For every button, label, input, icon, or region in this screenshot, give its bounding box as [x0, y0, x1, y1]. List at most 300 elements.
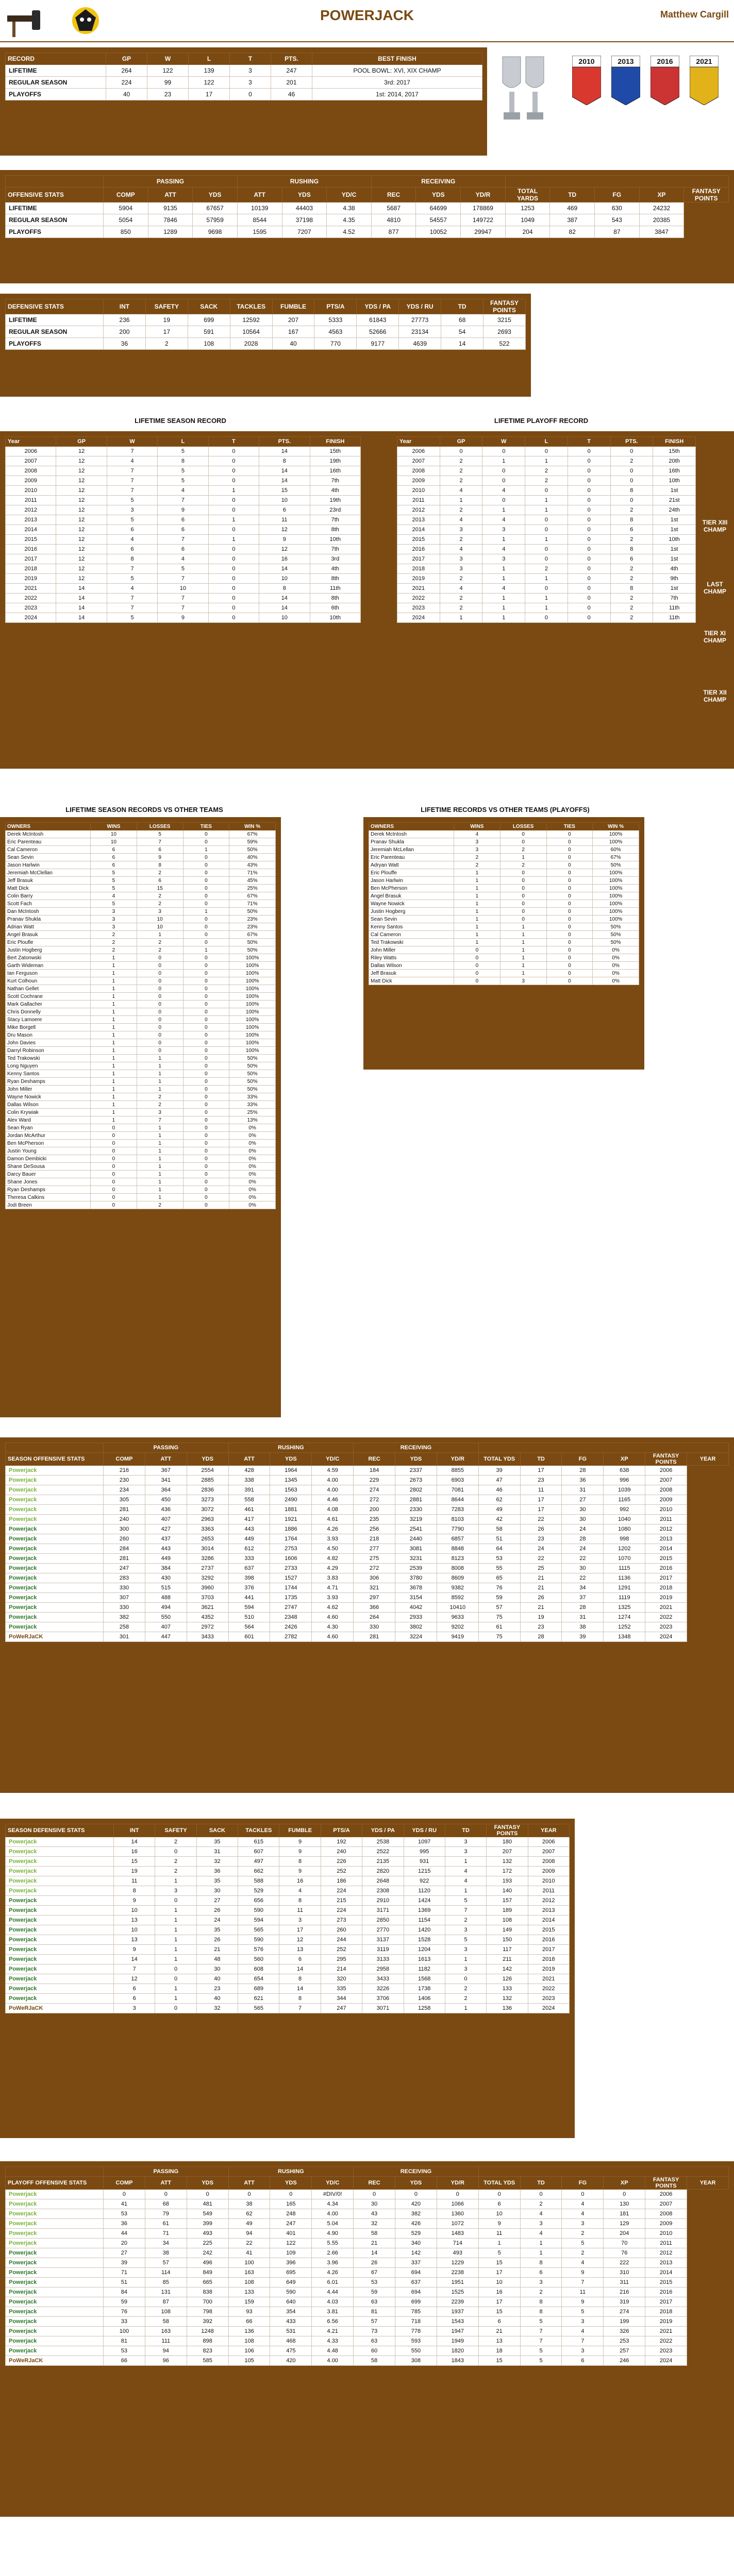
- table-cell: 15: [114, 1857, 155, 1867]
- row-label: Adrian Watt: [6, 923, 91, 931]
- table-cell: 61: [145, 2219, 187, 2229]
- table-cell: 4.52: [327, 226, 372, 238]
- table-cell: 12592: [230, 314, 272, 326]
- table-cell: 236: [104, 314, 146, 326]
- table-cell: 4.29: [312, 1564, 354, 1573]
- championship-banner: [572, 56, 601, 105]
- table-cell: 2733: [270, 1564, 312, 1573]
- table-cell: 7: [158, 594, 208, 603]
- table-row: [6, 900, 276, 908]
- table-cell: 12: [279, 1935, 321, 1945]
- table-cell: 510: [228, 1613, 270, 1622]
- table-cell: 2010: [645, 1505, 687, 1515]
- table-cell: 2: [145, 338, 188, 350]
- table-row: [6, 594, 361, 603]
- table-row: [6, 2297, 729, 2307]
- table-cell: 497: [238, 1857, 279, 1867]
- table-cell: 354: [270, 2307, 312, 2317]
- table-cell: 0: [208, 603, 259, 613]
- table-cell: 4th: [310, 486, 360, 496]
- table-cell: 126: [487, 1974, 528, 1984]
- table-row: [6, 985, 276, 993]
- table-row: [6, 2346, 729, 2356]
- table-cell: 1348: [604, 1632, 645, 1642]
- row-label: 2021: [6, 584, 56, 594]
- row-label: LIFETIME: [6, 314, 104, 326]
- row-label: Theresa Calkins: [6, 1194, 91, 1201]
- table-cell: 204: [604, 2229, 645, 2239]
- table-cell: 3: [91, 923, 137, 931]
- row-label: Powerjack: [6, 2190, 104, 2199]
- table-cell: 8008: [437, 1564, 478, 1573]
- table-cell: 1: [91, 1078, 137, 1086]
- table-cell: 24: [562, 1524, 604, 1534]
- table-row: [6, 1876, 570, 1886]
- table-cell: 3286: [187, 1554, 228, 1564]
- table-cell: 12: [259, 525, 310, 535]
- table-cell: 2910: [362, 1896, 404, 1906]
- table-cell: 100%: [229, 977, 276, 985]
- table-cell: 39: [478, 1466, 520, 1476]
- table-row: [6, 515, 361, 525]
- table-cell: 0: [91, 1132, 137, 1140]
- table-cell: 53: [104, 2346, 145, 2356]
- table-cell: 3847: [639, 226, 684, 238]
- table-cell: 3780: [395, 1573, 437, 1583]
- row-label: LIFETIME: [6, 202, 104, 214]
- table-cell: 1154: [404, 1916, 445, 1925]
- table-cell: 591: [188, 326, 230, 338]
- table-cell: 922: [404, 1876, 445, 1886]
- table-cell: 311: [604, 2278, 645, 2287]
- table-row: [6, 2356, 729, 2366]
- vs-playoffs-box: [363, 817, 644, 1070]
- table-cell: 0: [546, 838, 593, 846]
- row-label: Jordan McArthur: [6, 1132, 91, 1140]
- table-cell: 256: [354, 1524, 395, 1534]
- table-cell: 0: [454, 970, 501, 977]
- table-row: [6, 846, 276, 854]
- table-cell: 0: [183, 1171, 229, 1178]
- table-row: [6, 1925, 570, 1935]
- table-cell: 224: [106, 77, 147, 89]
- table-cell: 199: [604, 2317, 645, 2327]
- table-cell: 81: [104, 2336, 145, 2346]
- table-cell: 1738: [404, 1984, 445, 1994]
- table-cell: 1: [91, 962, 137, 970]
- table-cell: 1165: [604, 1495, 645, 1505]
- table-row: [6, 603, 361, 613]
- table-cell: 8644: [437, 1495, 478, 1505]
- table-cell: 2: [155, 1857, 196, 1867]
- table-cell: 84: [104, 2287, 145, 2297]
- table-cell: 5: [478, 2248, 520, 2258]
- column-header: L: [189, 53, 230, 65]
- table-cell: 4.61: [312, 1515, 354, 1524]
- table-cell: 42: [478, 1515, 520, 1524]
- offense-summary-section: [0, 170, 734, 283]
- table-cell: 9698: [193, 226, 238, 238]
- table-cell: 242: [187, 2248, 228, 2258]
- group-header: PASSING: [104, 2167, 229, 2177]
- table-cell: 0: [104, 2190, 145, 2199]
- table-cell: 32: [196, 2004, 238, 2013]
- row-label: Powerjack: [6, 1916, 114, 1925]
- table-cell: 67%: [593, 854, 639, 861]
- table-cell: 40: [272, 338, 314, 350]
- column-header: W: [482, 437, 525, 447]
- table-cell: 0: [183, 977, 229, 985]
- column-header: TACKLES: [238, 1824, 279, 1837]
- table-cell: 0%: [229, 1178, 276, 1186]
- row-label: Powerjack: [6, 2346, 104, 2356]
- table-cell: 2753: [270, 1544, 312, 1554]
- table-cell: 1: [91, 1116, 137, 1124]
- table-cell: 26: [520, 1524, 562, 1534]
- playoff-record-table: [397, 436, 696, 623]
- table-cell: 8: [107, 554, 157, 564]
- table-cell: 1: [500, 854, 546, 861]
- table-cell: 281: [104, 1505, 145, 1515]
- table-cell: 4.26: [312, 2268, 354, 2278]
- table-cell: 2: [440, 505, 482, 515]
- table-cell: 0: [183, 1024, 229, 1031]
- table-cell: 2: [610, 564, 653, 574]
- table-cell: 1: [525, 574, 568, 584]
- table-cell: 1369: [404, 1906, 445, 1916]
- row-label: Pranav Shukla: [369, 838, 454, 846]
- row-label: REGULAR SEASON: [6, 214, 104, 226]
- table-cell: 1345: [270, 1476, 312, 1485]
- table-cell: 264: [106, 65, 147, 77]
- table-cell: 3137: [362, 1935, 404, 1945]
- table-cell: 2: [610, 535, 653, 545]
- table-cell: 27: [104, 2248, 145, 2258]
- table-cell: 2: [525, 564, 568, 574]
- table-cell: 0: [137, 1008, 183, 1016]
- table-cell: 224: [321, 1906, 362, 1916]
- column-header: WINS: [91, 823, 137, 831]
- table-cell: 26: [196, 1935, 238, 1945]
- table-cell: 10: [259, 496, 310, 505]
- table-cell: 3: [520, 2219, 562, 2229]
- row-label: Matt Dick: [369, 977, 454, 985]
- table-cell: 330: [104, 1583, 145, 1593]
- table-cell: 4.60: [312, 1613, 354, 1622]
- table-cell: 662: [238, 1867, 279, 1876]
- table-cell: 8855: [437, 1466, 478, 1476]
- table-cell: 2028: [230, 338, 272, 350]
- table-cell: 54557: [416, 214, 461, 226]
- table-row: [6, 89, 482, 100]
- table-cell: 2021: [645, 1603, 687, 1613]
- table-cell: 1: [91, 1101, 137, 1109]
- table-cell: 637: [228, 1564, 270, 1573]
- table-cell: 226: [321, 1857, 362, 1867]
- table-cell: 184: [354, 1466, 395, 1476]
- column-header: YDS: [193, 188, 238, 202]
- table-cell: 320: [321, 1974, 362, 1984]
- table-cell: 28: [562, 1534, 604, 1544]
- table-cell: 3081: [395, 1544, 437, 1554]
- table-cell: 224: [321, 1886, 362, 1896]
- table-cell: 3.93: [312, 1593, 354, 1603]
- table-cell: 590: [238, 1906, 279, 1916]
- table-cell: 0: [546, 846, 593, 854]
- table-cell: 2: [137, 1093, 183, 1101]
- column-header: FANTASY POINTS: [483, 299, 526, 314]
- table-cell: 5: [158, 447, 208, 456]
- table-cell: 7846: [148, 214, 193, 226]
- column-header: SEASON OFFENSIVE STATS: [6, 1453, 104, 1466]
- table-cell: 1: [183, 946, 229, 954]
- row-label: Dallas Wilson: [369, 962, 454, 970]
- table-row: [369, 831, 639, 838]
- table-cell: 2021: [645, 2327, 687, 2336]
- row-label: Garth Wideman: [6, 962, 91, 970]
- table-cell: 295: [321, 1955, 362, 1964]
- row-label: Ryan Deshamps: [6, 1186, 91, 1194]
- table-cell: 8: [259, 456, 310, 466]
- table-cell: 3: [482, 554, 525, 564]
- table-cell: 4.34: [312, 2199, 354, 2209]
- row-label: 2018: [397, 564, 440, 574]
- row-label: Powerjack: [6, 1896, 114, 1906]
- table-row: [6, 1935, 570, 1945]
- table-row: [6, 574, 361, 584]
- table-row: [6, 838, 276, 846]
- table-cell: 12: [114, 1974, 155, 1984]
- table-cell: 0: [183, 1047, 229, 1055]
- table-cell: 1st: [653, 584, 696, 594]
- table-cell: 57: [478, 1603, 520, 1613]
- table-cell: 0: [155, 1896, 196, 1906]
- table-cell: 100%: [229, 985, 276, 993]
- table-cell: 992: [604, 1505, 645, 1515]
- column-header: TD: [520, 2177, 562, 2190]
- table-row: [397, 496, 696, 505]
- table-cell: 387: [550, 214, 595, 226]
- table-cell: 12: [56, 496, 107, 505]
- table-cell: 8: [610, 486, 653, 496]
- table-cell: 0: [454, 977, 501, 985]
- table-cell: 14: [354, 2248, 395, 2258]
- table-cell: 0: [183, 854, 229, 861]
- table-cell: 2693: [483, 326, 526, 338]
- table-cell: 6: [478, 2199, 520, 2209]
- row-label: Cal Cameron: [6, 846, 91, 854]
- table-cell: 2308: [362, 1886, 404, 1896]
- table-cell: 8: [520, 2297, 562, 2307]
- table-cell: 50%: [593, 931, 639, 939]
- row-label: PLAYOFFS: [6, 89, 106, 100]
- table-cell: 1: [137, 1163, 183, 1171]
- table-cell: 50%: [593, 939, 639, 946]
- table-cell: 0: [568, 584, 610, 594]
- table-row: [6, 1593, 729, 1603]
- row-label: Powerjack: [6, 2239, 104, 2248]
- table-cell: 2023: [645, 2346, 687, 2356]
- table-cell: 14: [279, 1984, 321, 1994]
- group-header: RUSHING: [228, 1443, 354, 1453]
- table-cell: 2239: [437, 2297, 478, 2307]
- table-cell: 0: [145, 2190, 187, 2199]
- table-cell: 515: [145, 1583, 187, 1593]
- table-cell: 4: [482, 545, 525, 554]
- column-header: TD: [445, 1824, 486, 1837]
- table-cell: 1st: [653, 545, 696, 554]
- table-cell: 201: [271, 77, 312, 89]
- table-cell: 178869: [461, 202, 506, 214]
- table-cell: 1119: [604, 1593, 645, 1603]
- table-cell: 300: [104, 1524, 145, 1534]
- table-cell: 1: [155, 1945, 196, 1955]
- row-label: 2019: [397, 574, 440, 584]
- table-cell: 475: [270, 2346, 312, 2356]
- table-cell: 2009: [528, 1867, 569, 1876]
- table-cell: 4: [440, 584, 482, 594]
- table-cell: 1527: [270, 1573, 312, 1583]
- table-cell: 0: [208, 594, 259, 603]
- row-label: Darcy Bauer: [6, 1171, 91, 1178]
- table-cell: 1: [137, 1055, 183, 1062]
- table-cell: 0: [91, 1171, 137, 1178]
- table-cell: 1: [520, 2239, 562, 2248]
- table-cell: 305: [104, 1495, 145, 1505]
- page-header: [0, 0, 734, 42]
- table-row: [397, 515, 696, 525]
- playoff-offense-table: [5, 2166, 729, 2366]
- table-cell: 1: [137, 1086, 183, 1093]
- table-cell: 1: [500, 954, 546, 962]
- table-cell: 1: [155, 1984, 196, 1994]
- table-cell: 216: [104, 1466, 145, 1476]
- table-cell: 159: [228, 2297, 270, 2307]
- table-cell: 1070: [604, 1554, 645, 1564]
- table-cell: 2016: [645, 2287, 687, 2297]
- table-cell: 258: [104, 1622, 145, 1632]
- table-cell: 1115: [604, 1564, 645, 1573]
- table-cell: 308: [395, 2356, 437, 2366]
- column-header: YD/C: [327, 188, 372, 202]
- table-cell: 9: [279, 1837, 321, 1847]
- table-cell: 2: [137, 892, 183, 900]
- table-row: [6, 2268, 729, 2278]
- table-cell: 4: [445, 1876, 486, 1886]
- table-cell: 0: [546, 861, 593, 869]
- table-cell: 2019: [645, 2317, 687, 2327]
- table-cell: 0: [568, 594, 610, 603]
- table-cell: 129: [604, 2219, 645, 2229]
- table-cell: 0: [568, 564, 610, 574]
- table-cell: 108: [487, 1916, 528, 1925]
- table-row: [6, 1583, 729, 1593]
- table-cell: 0%: [593, 970, 639, 977]
- table-cell: 40%: [229, 854, 276, 861]
- table-cell: 2737: [187, 1564, 228, 1573]
- table-cell: 2015: [528, 1925, 569, 1935]
- table-row: [6, 1124, 276, 1132]
- table-cell: 1: [454, 916, 501, 923]
- table-cell: 612: [228, 1544, 270, 1554]
- table-cell: 0: [546, 877, 593, 885]
- table-cell: 594: [228, 1603, 270, 1613]
- table-row: [6, 1147, 276, 1155]
- table-cell: 283: [104, 1573, 145, 1583]
- table-row: [6, 1573, 729, 1583]
- table-cell: 8: [520, 2258, 562, 2268]
- table-cell: 0: [568, 466, 610, 476]
- table-cell: 13: [114, 1916, 155, 1925]
- table-cell: 649: [270, 2278, 312, 2287]
- column-header: COMP: [104, 2177, 145, 2190]
- column-header: ATT: [145, 2177, 187, 2190]
- table-cell: 798: [187, 2307, 228, 2317]
- table-cell: 1182: [404, 1964, 445, 1974]
- table-cell: 689: [238, 1984, 279, 1994]
- table-row: [6, 1505, 729, 1515]
- table-cell: 590: [270, 2287, 312, 2297]
- row-label: Jeff Brasuk: [6, 877, 91, 885]
- table-cell: 4: [107, 456, 157, 466]
- table-cell: 2: [137, 1101, 183, 1109]
- table-cell: 2021: [528, 1974, 569, 1984]
- table-cell: 2015: [645, 1554, 687, 1564]
- table-cell: 12: [56, 447, 107, 456]
- table-cell: 0: [568, 525, 610, 535]
- table-cell: 52666: [357, 326, 399, 338]
- table-row: [397, 505, 696, 515]
- table-cell: 1274: [604, 1613, 645, 1622]
- season-offense-table: [5, 1443, 729, 1642]
- table-cell: 0: [568, 515, 610, 525]
- column-header: REC: [354, 1453, 395, 1466]
- table-cell: 1563: [270, 1485, 312, 1495]
- table-cell: 0: [610, 476, 653, 486]
- table-cell: 1543: [437, 2317, 478, 2327]
- group-header-blank: [6, 176, 104, 188]
- group-header-blank: [505, 176, 728, 188]
- table-cell: 4.48: [312, 2346, 354, 2356]
- table-row: [397, 594, 696, 603]
- table-cell: 9th: [653, 574, 696, 584]
- table-cell: 94: [228, 2229, 270, 2239]
- group-header-blank: [478, 2167, 728, 2177]
- table-cell: 3rd: [310, 554, 360, 564]
- column-header: DEFENSIVE STATS: [6, 299, 104, 314]
- row-label: Mike Borgell: [6, 1024, 91, 1031]
- table-cell: 694: [395, 2268, 437, 2278]
- table-cell: 50%: [593, 923, 639, 931]
- season-offense-section: [0, 1437, 734, 1793]
- row-label: Colin Barry: [6, 892, 91, 900]
- row-label: Damon Dembicki: [6, 1155, 91, 1163]
- table-cell: 2337: [395, 1466, 437, 1476]
- table-row: [397, 564, 696, 574]
- table-cell: 3: [445, 1945, 486, 1955]
- table-cell: 0: [183, 861, 229, 869]
- table-cell: 8592: [437, 1593, 478, 1603]
- row-label: 2010: [6, 486, 56, 496]
- table-cell: 2538: [362, 1837, 404, 1847]
- table-cell: 2963: [187, 1515, 228, 1524]
- table-cell: 41: [228, 2248, 270, 2258]
- table-cell: 7th: [310, 476, 360, 486]
- table-cell: 2013: [645, 2258, 687, 2268]
- table-cell: 4.00: [312, 1476, 354, 1485]
- column-header: TOTAL YDS: [478, 1453, 520, 1466]
- table-cell: 0: [610, 496, 653, 505]
